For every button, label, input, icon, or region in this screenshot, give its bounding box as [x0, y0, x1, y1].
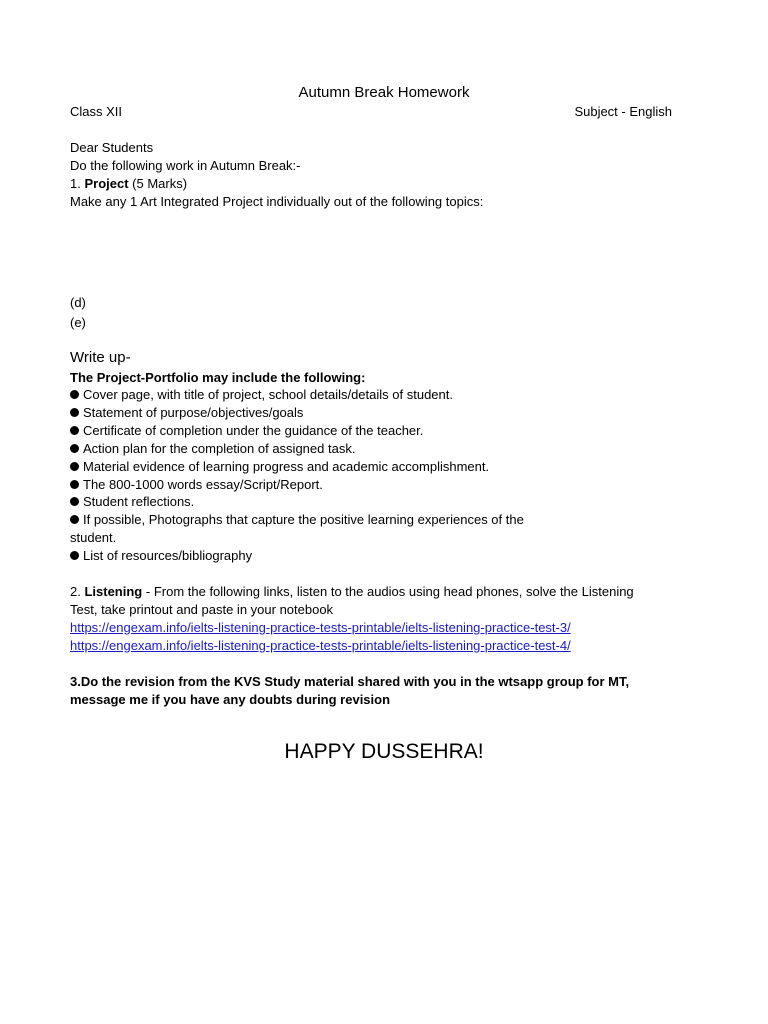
topic-e: (e) — [70, 315, 86, 330]
listening-heading — [70, 583, 634, 600]
revision-line-1: 3.Do the revision from the KVS Study material shared with you in the wtsapp group for MT, — [70, 674, 630, 689]
salutation: Dear Students — [70, 140, 154, 155]
listening-link-test-3[interactable]: https://engexam.info/ielts-listening-practice-tests-printable/ielts-listening-practice-test-3/ — [70, 620, 571, 635]
list-item: Statement of purpose/objectives/goals — [70, 404, 524, 422]
revision-line-2: message me if you have any doubts during revision — [70, 692, 391, 707]
list-item: Certificate of completion under the guidance of the teacher. — [70, 422, 524, 440]
listening-line2: Test, take printout and paste in your notebook — [70, 602, 334, 617]
list-item-continuation: student. — [70, 530, 117, 546]
listening-bold: Listening — [84, 584, 143, 599]
bullet-icon — [70, 426, 79, 435]
item1-description: Make any 1 Art Integrated Project individually out of the following topics: — [70, 194, 484, 209]
bullet-icon — [70, 515, 79, 524]
listening-rest: - From the following links, listen to the audios using head phones, solve the Listening — [145, 584, 634, 599]
list-item: If possible, Photographs that capture the positive learning experiences of the — [70, 511, 524, 529]
bullet-icon — [70, 551, 79, 560]
list-item: Cover page, with title of project, school details/details of student. — [70, 386, 524, 404]
subject-label: Subject - English — [574, 104, 672, 119]
list-item: List of resources/bibliography — [70, 547, 524, 565]
listening-number: 2. — [70, 584, 81, 599]
writeup-subheading: The Project-Portfolio may include the following: — [70, 370, 366, 385]
document-title: Autumn Break Homework — [298, 84, 470, 101]
bullet-icon — [70, 497, 79, 506]
bullet-icon — [70, 390, 79, 399]
item1-bold: Project — [84, 176, 129, 191]
writeup-heading: Write up- — [70, 349, 131, 366]
item1-number: 1. — [70, 176, 81, 191]
bullet-icon — [70, 444, 79, 453]
listening-link-test-4[interactable]: https://engexam.info/ielts-listening-practice-tests-printable/ielts-listening-practice-test-4/ — [70, 638, 571, 653]
closing-greeting: HAPPY DUSSEHRA! — [284, 740, 484, 763]
list-item: Student reflections. — [70, 493, 524, 511]
bullet-icon — [70, 462, 79, 471]
item1-heading — [70, 175, 187, 192]
topic-d: (d) — [70, 295, 86, 310]
list-item: The 800-1000 words essay/Script/Report. — [70, 476, 524, 494]
class-label: Class XII — [70, 104, 123, 119]
bullet-icon — [70, 480, 79, 489]
instruction: Do the following work in Autumn Break:- — [70, 158, 301, 173]
bullet-icon — [70, 408, 79, 417]
item1-rest: (5 Marks) — [132, 176, 188, 191]
portfolio-bullet-list — [70, 386, 524, 565]
list-item: Material evidence of learning progress and academic accomplishment. — [70, 458, 524, 476]
list-item: Action plan for the completion of assigned task. — [70, 440, 524, 458]
